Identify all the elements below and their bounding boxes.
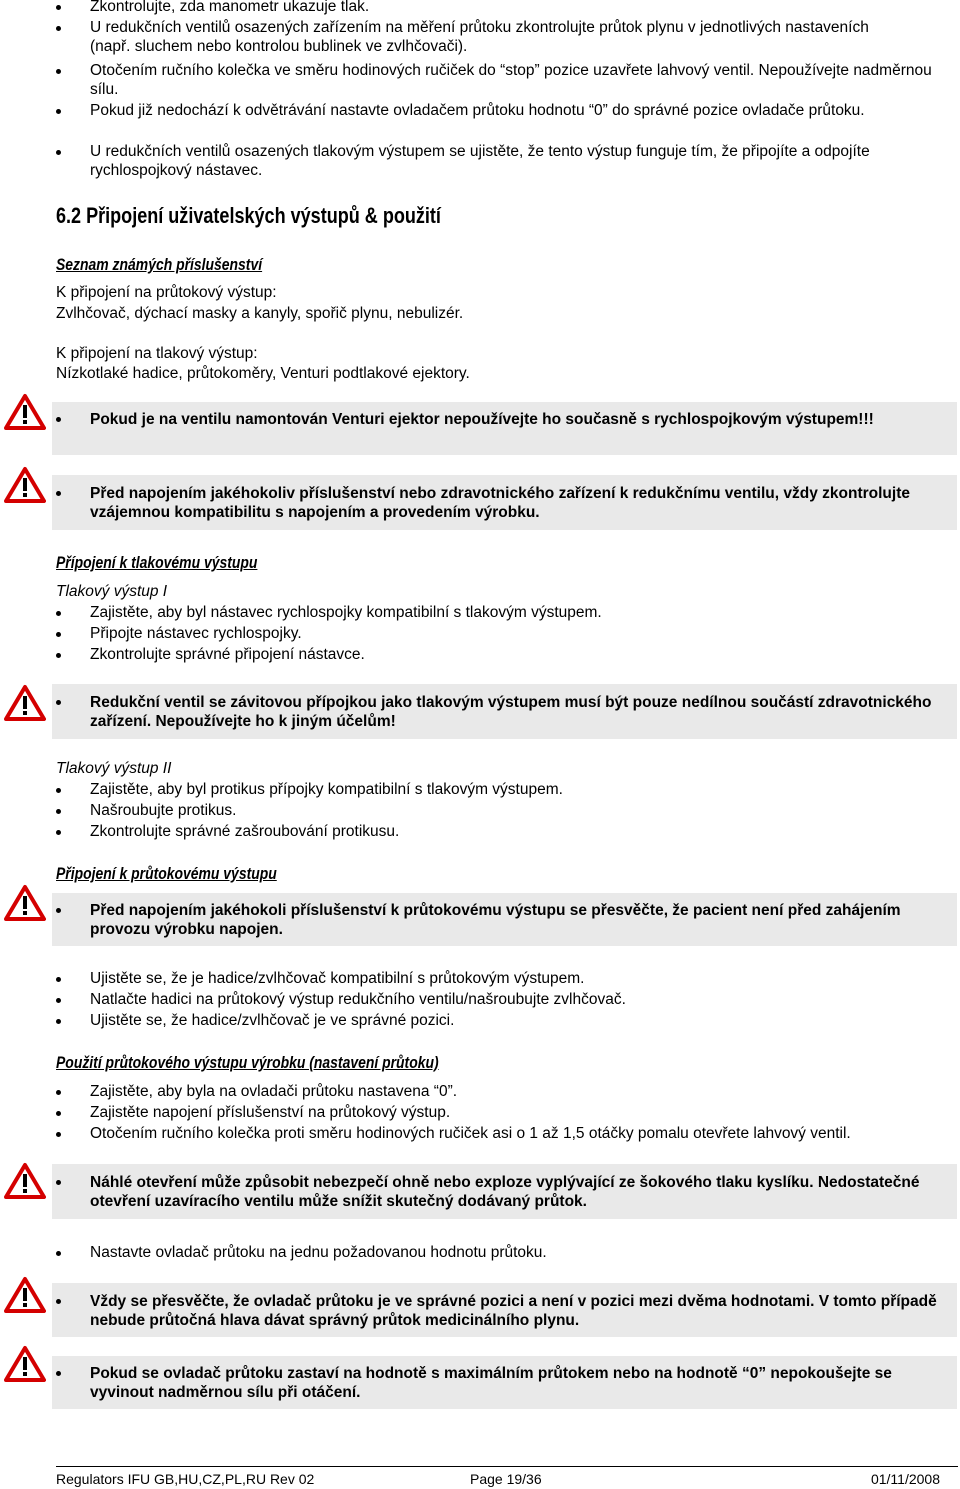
list-item-text: Pokud již nedochází k odvětrávání nastavte ovladačem průtoku hodnotu “0” do správné pozice ovladače průtoku. [90, 102, 865, 119]
footer-page-number: Page 19/36 [470, 1471, 542, 1487]
warning-box [52, 684, 957, 739]
warning-box [52, 1356, 957, 1409]
footer-date: 01/11/2008 [870, 1471, 940, 1487]
list-item-text: Zajistěte, aby byl protikus přípojky kompatibilní s tlakovým výstupem. [90, 781, 563, 798]
list-item [56, 990, 946, 1009]
list-item-text: Zajistěte, aby byl nástavec rychlospojky kompatibilní s tlakovým výstupem. [90, 604, 602, 621]
warning-box [52, 475, 957, 530]
list-item [56, 1082, 946, 1101]
list-item-text: U redukčních ventilů osazených zařízením na měření průtoku zkontrolujte průtok plynu v jednotlivých nastaveních (např. sluchem nebo kontrolou bublinek ve zvlhčovači). [90, 19, 869, 55]
pressure-label: K připojení na tlakový výstup: [56, 345, 258, 362]
warning-text: Vždy se přesvěčte, že ovladač průtoku je ve správné pozici a není v pozici mezi dvěma hodnotami. V tomto případě nebude průtočná hlava dávat správný průtok medicinálního plynu. [90, 1293, 937, 1329]
warning-box [52, 402, 957, 455]
list-item-text: Zajistěte, aby byla na ovladači průtoku nastavena “0”. [90, 1083, 458, 1100]
list-item [56, 1243, 946, 1262]
warning-box [52, 893, 957, 946]
warning-text: Náhlé otevření může způsobit nebezpečí ohně nebo exploze vyplývající ze šokového tlaku kyslíku. Nedostatečné otevření uzavíracího ventilu může snížit skutečný dodávaný průtok. [90, 1174, 920, 1210]
list-item [56, 801, 946, 820]
usage-heading: Použití průtokového výstupu výrobku (nastavení průtoku) [56, 1053, 439, 1072]
flow-items: Zvlhčovač, dýchací masky a kanyly, spořič plynu, nebulizér. [56, 305, 464, 322]
list-item [56, 142, 946, 180]
warning-triangle-icon [4, 1162, 46, 1200]
list-item [56, 780, 946, 799]
pressure-items: Nízkotlaké hadice, průtokoměry, Venturi podtlakové ejektory. [56, 365, 470, 382]
warning-text: Před napojením jakéhokoli příslušenství k průtokovému výstupu se přesvěčte, že pacient není před zahájením provozu výrobku napojen. [90, 902, 901, 938]
list-item-text: Zkontrolujte, zda manometr ukazuje tlak. [90, 0, 370, 15]
warning-triangle-icon [4, 1345, 46, 1383]
flow-heading: Připojení k průtokovému výstupu [56, 864, 277, 883]
list-item-text: Zajistěte napojení příslušenství na průtokový výstup. [90, 1104, 451, 1121]
footer-doc-id: Regulators IFU GB,HU,CZ,PL,RU Rev 02 [56, 1471, 315, 1487]
pressure-heading: Přípojení k tlakovému výstupu [56, 553, 258, 572]
list-item [56, 61, 946, 99]
list-item-text: Natlačte hadici na průtokový výstup redukčního ventilu/našroubujte zvlhčovač. [90, 991, 626, 1008]
list-item-text: Otočením ručního kolečka ve směru hodinových ručiček do “stop” pozice uzavřete lahvový ventil. Nepoužívejte nadměrnou sílu. [90, 62, 932, 98]
list-item [56, 1124, 946, 1143]
warning-triangle-icon [4, 1276, 46, 1314]
warning-text: Pokud se ovladač průtoku zastaví na hodnotě s maximálním průtokem nebo na hodnotě “0” nepokoušejte se vyvinout nadměrnou sílu při otáčení. [90, 1365, 892, 1401]
list-item-text: Nastavte ovladač průtoku na jednu požadovanou hodnotu průtoku. [90, 1244, 547, 1261]
warning-box [52, 1283, 957, 1337]
pressure-output-2-label: Tlakový výstup II [56, 760, 172, 777]
list-item [56, 624, 946, 643]
list-item [56, 645, 946, 664]
list-item-text: Otočením ručního kolečka proti směru hodinových ručiček asi o 1 až 1,5 otáčky pomalu otevřete lahvový ventil. [90, 1125, 851, 1142]
list-item [56, 969, 946, 988]
list-item [56, 1011, 946, 1030]
list-item [56, 603, 946, 622]
list-item-text: Zkontrolujte správné zašroubování protikusu. [90, 823, 400, 840]
warning-triangle-icon [4, 466, 46, 504]
list-item-text: Připojte nástavec rychlospojky. [90, 625, 302, 642]
accessories-heading: Seznam známých příslušenství [56, 255, 263, 274]
list-item [56, 101, 946, 120]
list-item [56, 18, 946, 56]
page-footer [56, 1466, 958, 1487]
list-item-text: Ujistěte se, že hadice/zvlhčovač je ve správné pozici. [90, 1012, 455, 1029]
warning-box [52, 1164, 957, 1219]
warning-triangle-icon [4, 393, 46, 431]
list-item-text: Našroubujte protikus. [90, 802, 237, 819]
warning-text: Redukční ventil se závitovou přípojkou jako tlakovým výstupem musí být pouze nedílnou součástí zdravotnického zařízení. Nepoužívejte ho k jiným účelům! [90, 694, 932, 730]
warning-text: Pokud je na ventilu namontován Venturi ejektor nepoužívejte ho současně s rychlospojkovým výstupem!!! [90, 411, 874, 428]
list-item [56, 1103, 946, 1122]
list-item-text: U redukčních ventilů osazených tlakovým výstupem se ujistěte, že tento výstup funguje tím, že připojíte a odpojíte rychlospojkový nástavec. [90, 143, 870, 179]
list-item [56, 0, 946, 16]
warning-triangle-icon [4, 684, 46, 722]
list-item [56, 822, 946, 841]
list-item-text: Zkontrolujte správné připojení nástavce. [90, 646, 365, 663]
warning-text: Před napojením jakéhokoliv příslušenství nebo zdravotnického zařízení k redukčnímu ventilu, vždy zkontrolujte vzájemnou kompatibilitu s napojením a provedením výrobku. [90, 485, 910, 521]
warning-triangle-icon [4, 884, 46, 922]
list-item-text: Ujistěte se, že je hadice/zvlhčovač kompatibilní s průtokovým výstupem. [90, 970, 585, 987]
flow-label: K připojení na průtokový výstup: [56, 284, 277, 301]
section-title: 6.2 Připojení uživatelských výstupů & použití [56, 203, 441, 228]
pressure-output-1-label: Tlakový výstup I [56, 583, 168, 600]
